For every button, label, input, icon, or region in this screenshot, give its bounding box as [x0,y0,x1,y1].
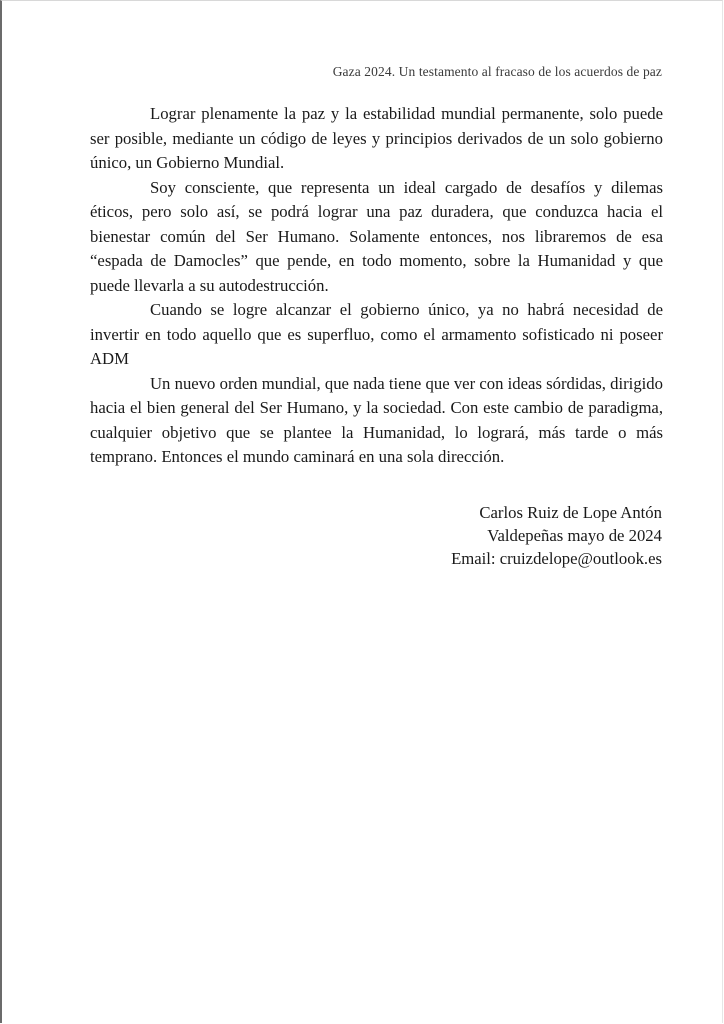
paragraph-2: Soy consciente, que representa un ideal cargado de desafíos y dilemas éticos, pero solo así, se podrá lograr una paz duradera, que conduzca hacia el bienestar común del Ser Humano. Solamente entonces, nos libraremos de esa “espada de Damocles” que pende, en todo momento, sobre la Humanidad y que puede llevarla a su autodestrucción. [90,177,663,295]
author-name: Carlos Ruiz de Lope Antón [479,503,662,522]
body-text [90,102,663,470]
place-date: Valdepeñas mayo de 2024 [487,526,662,545]
running-header: Gaza 2024. Un testamento al fracaso de los acuerdos de paz [332,64,662,79]
paragraph-4: Un nuevo orden mundial, que nada tiene que ver con ideas sórdidas, dirigido hacia el bien general del Ser Humano, y la sociedad. Con este cambio de paradigma, cualquier objetivo que se plantee la Humanidad, lo logrará, más tarde o más temprano. Entonces el mundo caminará en una sola dirección. [90,373,663,466]
author-email: Email: cruizdelope@outlook.es [451,549,662,568]
signature-block [451,501,662,570]
paragraph-1: Lograr plenamente la paz y la estabilidad mundial permanente, solo puede ser posible, mediante un código de leyes y principios derivados de un solo gobierno único, un Gobierno Mundial. [90,104,663,172]
paragraph-3: Cuando se logre alcanzar el gobierno único, ya no habrá necesidad de invertir en todo aquello que es superfluo, como el armamento sofisticado ni poseer ADM [90,300,663,368]
